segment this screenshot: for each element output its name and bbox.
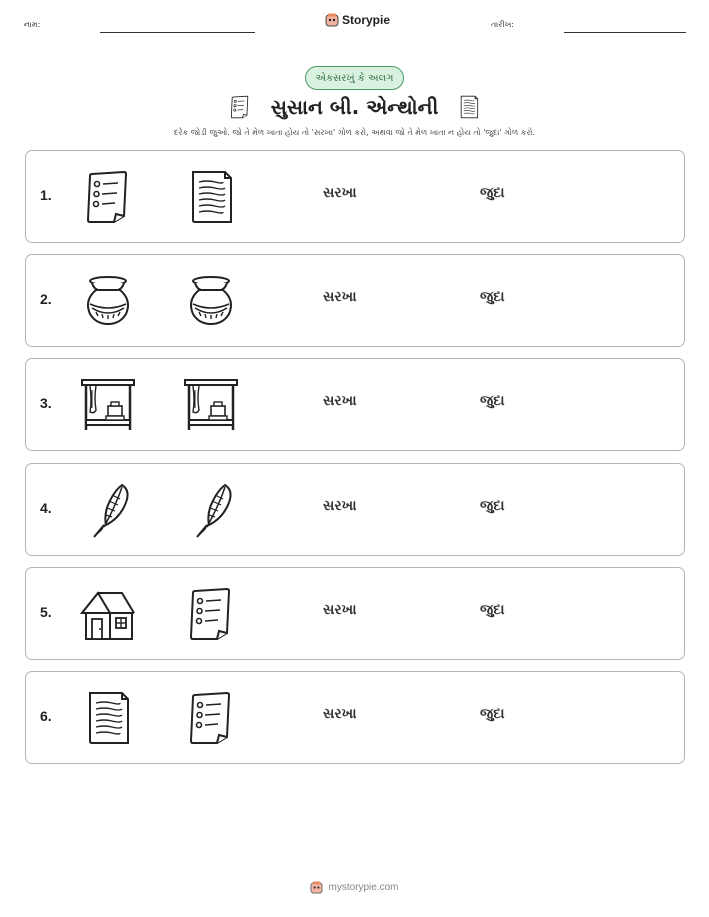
same-option[interactable]: સરખા bbox=[323, 185, 357, 201]
document-icon bbox=[78, 689, 138, 747]
name-label: નામ: bbox=[24, 20, 41, 29]
same-option[interactable]: સરખા bbox=[323, 393, 357, 409]
footer-url: mystorypie.com bbox=[328, 882, 399, 893]
different-option[interactable]: જુદા bbox=[480, 706, 505, 722]
question-row bbox=[25, 671, 685, 764]
title-row bbox=[0, 92, 709, 122]
question-number: 1. bbox=[40, 187, 52, 203]
question-row bbox=[25, 463, 685, 556]
instructions: દરેક જોડી જુઓ. જો તે મેળ ખાતા હોય તો 'સરખા' ગોળ કરો, અથવા જો તે મેળ ખાતા ન હોય તો 'જુદા' ગોળ કરો. bbox=[173, 128, 536, 137]
checklist-icon bbox=[78, 168, 138, 226]
storypie-mascot-icon bbox=[310, 881, 323, 894]
question-number: 5. bbox=[40, 604, 52, 620]
question-number: 3. bbox=[40, 395, 52, 411]
window-shelf-icon bbox=[78, 376, 138, 434]
question-number: 4. bbox=[40, 500, 52, 516]
same-option[interactable]: સરખા bbox=[323, 706, 357, 722]
date-line bbox=[564, 32, 686, 33]
different-option[interactable]: જુદા bbox=[480, 602, 505, 618]
quill-pen-icon bbox=[181, 481, 241, 539]
different-option[interactable]: જુદા bbox=[480, 498, 505, 514]
same-option[interactable]: સરખા bbox=[323, 602, 357, 618]
window-shelf-icon bbox=[181, 376, 241, 434]
page-title: સુસાન બી. એન્થોની bbox=[270, 95, 439, 119]
question-number: 6. bbox=[40, 708, 52, 724]
question-row bbox=[25, 150, 685, 243]
question-row bbox=[25, 567, 685, 660]
footer bbox=[0, 881, 709, 894]
quill-pen-icon bbox=[78, 481, 138, 539]
clay-pot-icon bbox=[181, 272, 241, 330]
different-option[interactable]: જુદા bbox=[480, 185, 505, 201]
document-icon bbox=[456, 93, 482, 121]
checklist-icon bbox=[227, 93, 253, 121]
same-option[interactable]: સરખા bbox=[323, 289, 357, 305]
different-option[interactable]: જુદા bbox=[480, 289, 505, 305]
clay-pot-icon bbox=[78, 272, 138, 330]
same-option[interactable]: સરખા bbox=[323, 498, 357, 514]
house-icon bbox=[78, 585, 138, 643]
worksheet-type-badge: એકસરખું કે અલગ bbox=[305, 66, 404, 90]
question-number: 2. bbox=[40, 291, 52, 307]
storypie-logo bbox=[325, 13, 390, 27]
checklist-icon bbox=[181, 689, 241, 747]
document-icon bbox=[181, 168, 241, 226]
checklist-icon bbox=[181, 585, 241, 643]
brand-name: Storypie bbox=[342, 13, 391, 27]
name-line bbox=[100, 32, 255, 33]
date-label: તારીખ: bbox=[491, 20, 514, 29]
question-row bbox=[25, 358, 685, 451]
question-row bbox=[25, 254, 685, 347]
different-option[interactable]: જુદા bbox=[480, 393, 505, 409]
storypie-mascot-icon bbox=[325, 13, 339, 27]
